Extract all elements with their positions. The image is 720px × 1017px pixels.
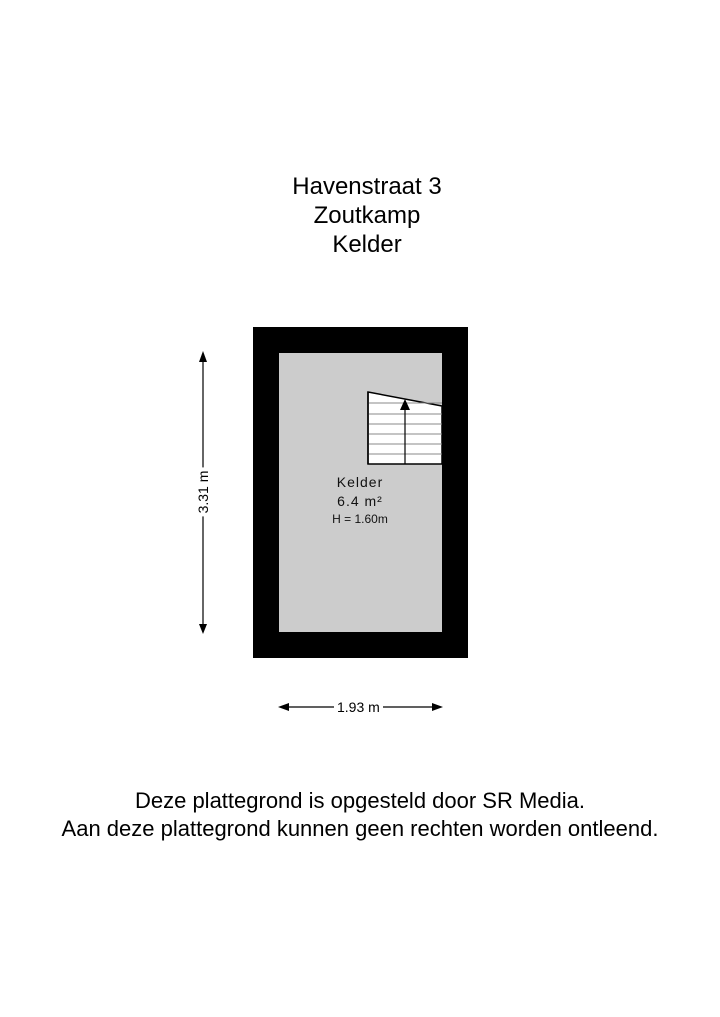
room-area: 6.4 m²: [337, 493, 383, 509]
address-title: Havenstraat 3: [292, 173, 442, 200]
room-name: Kelder: [336, 474, 384, 490]
disclaimer-line-2: Aan deze plattegrond kunnen geen rechten worden ontleend.: [61, 816, 659, 841]
height-dimension-label: 3.31 m: [195, 468, 211, 517]
city-title: Zoutkamp: [313, 202, 421, 229]
disclaimer-line-1: Deze plattegrond is opgesteld door SR Media.: [134, 788, 586, 813]
room-height: H = 1.60m: [332, 512, 388, 526]
width-dimension-label: 1.93 m: [334, 699, 383, 715]
staircase: [368, 392, 442, 464]
floor-title: Kelder: [332, 231, 402, 258]
